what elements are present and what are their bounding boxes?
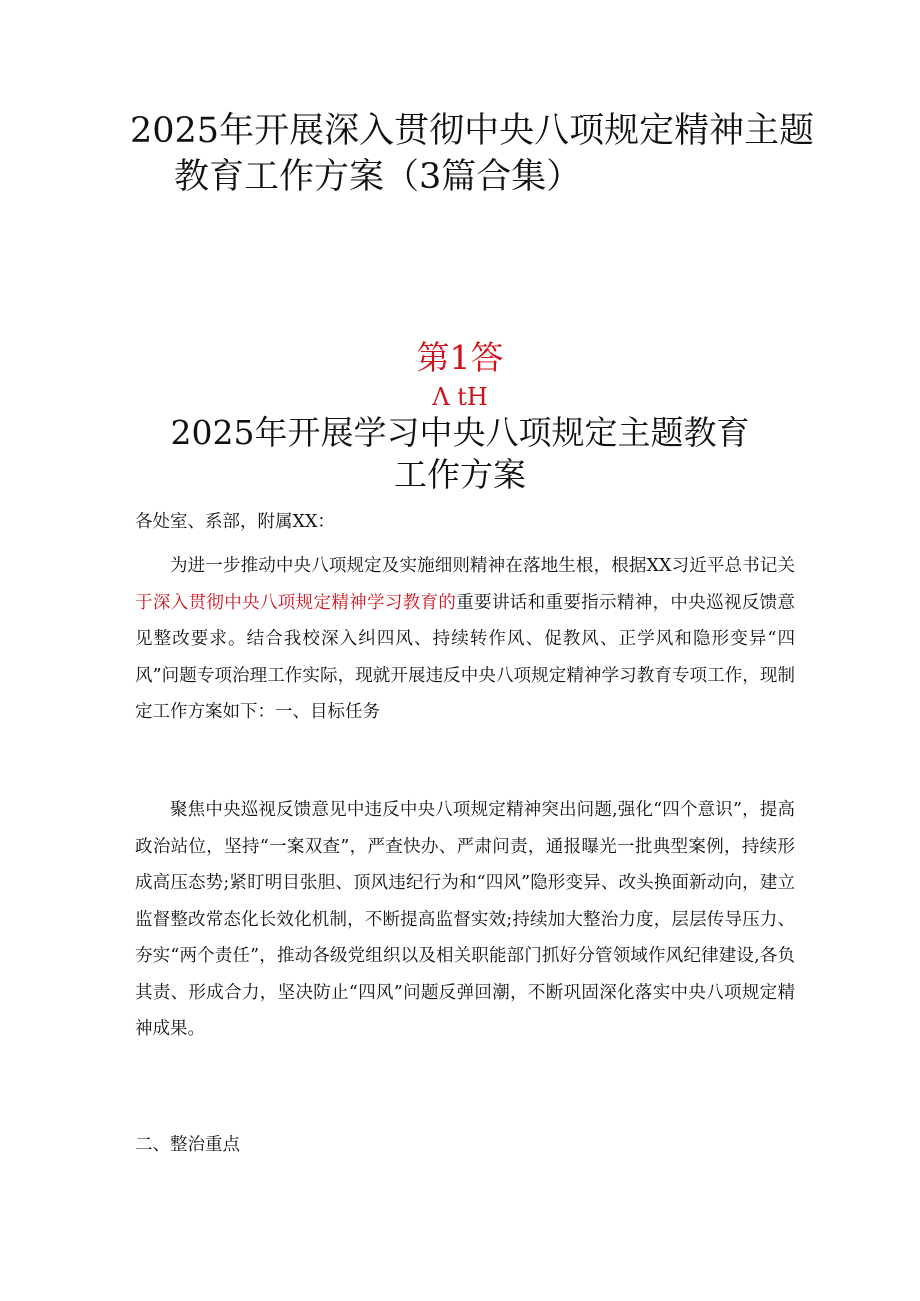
document-title: [130, 108, 815, 200]
part-label: 第1答: [416, 338, 504, 377]
paragraph-intro-highlight: 于深入贯彻中央八项规定精神学习教育的: [135, 592, 457, 613]
document-title-line2: 教育工作方案（3篇合集）: [174, 157, 582, 197]
paragraph-intro-part1: 为进一步推动中央八项规定及实施细则精神在落地生根，根据XX习近平总书记关: [170, 556, 795, 576]
salutation: 各处室、系部，附属XX：: [135, 512, 335, 532]
paragraph-goals: 聚焦中央巡视反馈意见中违反中央八项规定精神突出问题,强化“四个意识”，提高政治站位，坚持“一案双查”，严查快办、严肃问责，通报曝光一批典型案例，持续形成高压态势;紧盯明目张胆、顶风违纪行为和“四风”隐形变异、改头换面新动向，建立监督整改常态化长效化机制，不断提高监督实效;持续加大整治力度，层层传导压力、夯实“两个责任”，推动各级党组织以及相关职能部门抓好分管领域作风纪律建设,各负其责、形成合力，坚决防止“四风”问题反弹回潮，不断巩固深化落实中央八项规定精神成果。: [135, 800, 795, 1039]
section-title-line2: 工作方案: [394, 455, 526, 494]
paragraph-intro-part2: 重要讲话和重要指示精神，中央巡视反馈意见整改要求。结合我校深入纠四风、持续转作风、促教风、正学风和隐形变异“四风”问题专项治理工作实际，现就开展违反中央八项规定精神学习教育专项工作，现制定工作方案如下：一、目标任务: [135, 592, 795, 722]
section-heading-rectification: 二、整治重点: [135, 1135, 240, 1155]
document-title-line1: 2025年开展深入贯彻中央八项规定精神主题: [130, 111, 815, 151]
paragraph-intro: [135, 548, 795, 731]
section-title-line1: 2025年开展学习中央八项规定主题教育: [170, 413, 750, 452]
part-sublabel: Λ tH: [432, 383, 488, 411]
section-title: [0, 412, 920, 496]
